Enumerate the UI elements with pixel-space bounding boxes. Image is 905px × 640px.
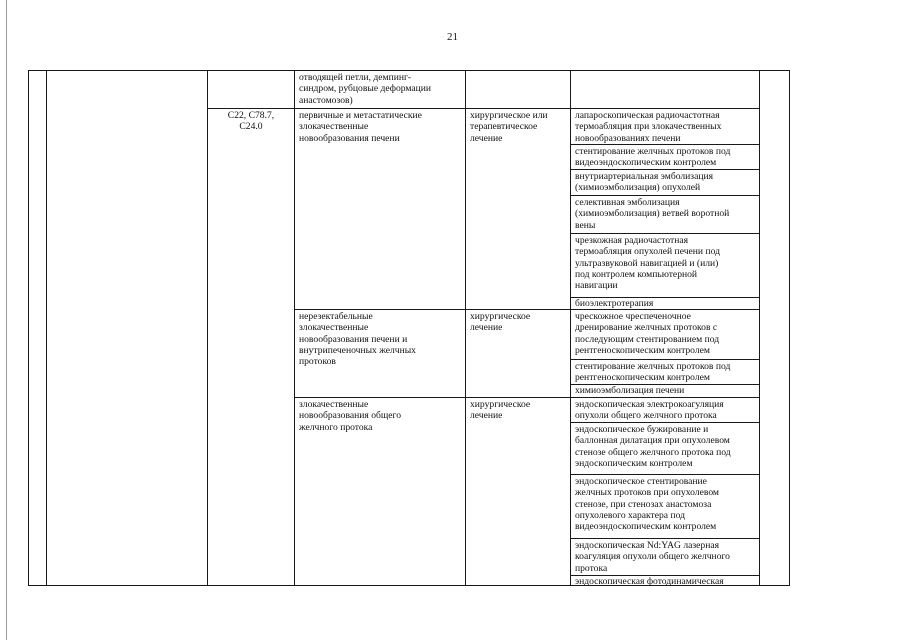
method-cell: эндоскопическое бужирование и баллонная дилатация при опухолевом стенозе общего желчного протока под эндоскопическим контролем bbox=[575, 424, 731, 469]
method-cell: стентирование желчных протоков под видеоэндоскопическим контролем bbox=[575, 146, 731, 169]
procedures-table bbox=[28, 70, 790, 586]
column-divider bbox=[294, 71, 295, 585]
column-divider bbox=[759, 71, 760, 585]
method-divider bbox=[570, 233, 759, 234]
method-divider bbox=[570, 144, 759, 145]
scan-edge-line bbox=[6, 0, 7, 640]
row-divider bbox=[294, 397, 759, 398]
method-cell: эндоскопическая электрокоагуляция опухоли общего желчного протока bbox=[575, 399, 724, 422]
method-cell: стентирование желчных протоков под рентгеноскопическим контролем bbox=[575, 361, 731, 384]
method-divider bbox=[570, 538, 759, 539]
column-divider bbox=[570, 71, 571, 585]
method-cell: химиоэмболизация печени bbox=[575, 385, 685, 396]
method-divider bbox=[570, 359, 759, 360]
method-cell: чрезкожная радиочастотная термоабляция опухолей печени под ультразвуковой навигацией и (или) под контролем компьютерной навигации bbox=[575, 235, 720, 292]
page-number: 21 bbox=[447, 31, 458, 43]
method-cell: чрескожное чреспеченочное дренирование желчных протоков с последующим стентированием под рентгеноскопическим контролем bbox=[575, 311, 720, 356]
method-cell: эндоскопическая Nd:YAG лазерная коагуляция опухоли общего желчного протока bbox=[575, 540, 730, 574]
condition-cell: злокачественные новообразования общего желчного протока bbox=[299, 399, 402, 433]
condition-cell: отводящей петли, демпинг- синдром, рубцовые деформации анастомозов) bbox=[299, 72, 432, 106]
column-divider bbox=[46, 71, 47, 585]
method-divider bbox=[570, 422, 759, 423]
treatment-type-cell: хирургическое или терапевтическое лечение bbox=[470, 110, 548, 144]
diagnosis-codes-cell: С22, С78.7, С24.0 bbox=[227, 110, 275, 133]
method-cell: эндоскопическая фотодинамическая bbox=[575, 576, 724, 587]
condition-cell: нерезектабельные злокачественные новообразования печени и внутрипеченочных желчных протоков bbox=[299, 311, 416, 368]
method-divider bbox=[570, 169, 759, 170]
column-divider bbox=[207, 71, 208, 585]
method-cell: эндоскопическое стентирование желчных протоков при опухолевом стенозе, при стенозах анастомоза опухолевого характера под видеоэндоскопическим контролем bbox=[575, 476, 719, 533]
method-cell: селективная эмболизация (химиоэмболизация) ветвей воротной вены bbox=[575, 197, 730, 231]
method-cell: лапароскопическая радиочастотная термоабляция при злокачественных новообразованиях печени bbox=[575, 110, 722, 144]
method-cell: биоэлектротерапия bbox=[575, 298, 654, 309]
method-cell: внутриартериальная эмболизация (химиоэмболизация) опухолей bbox=[575, 171, 714, 194]
treatment-type-cell: хирургическое лечение bbox=[470, 311, 531, 334]
method-divider bbox=[570, 195, 759, 196]
treatment-type-cell: хирургическое лечение bbox=[470, 399, 531, 422]
condition-cell: первичные и метастатические злокачественные новообразования печени bbox=[299, 110, 422, 144]
column-divider bbox=[465, 71, 466, 585]
method-divider bbox=[570, 474, 759, 475]
row-divider bbox=[207, 108, 759, 109]
